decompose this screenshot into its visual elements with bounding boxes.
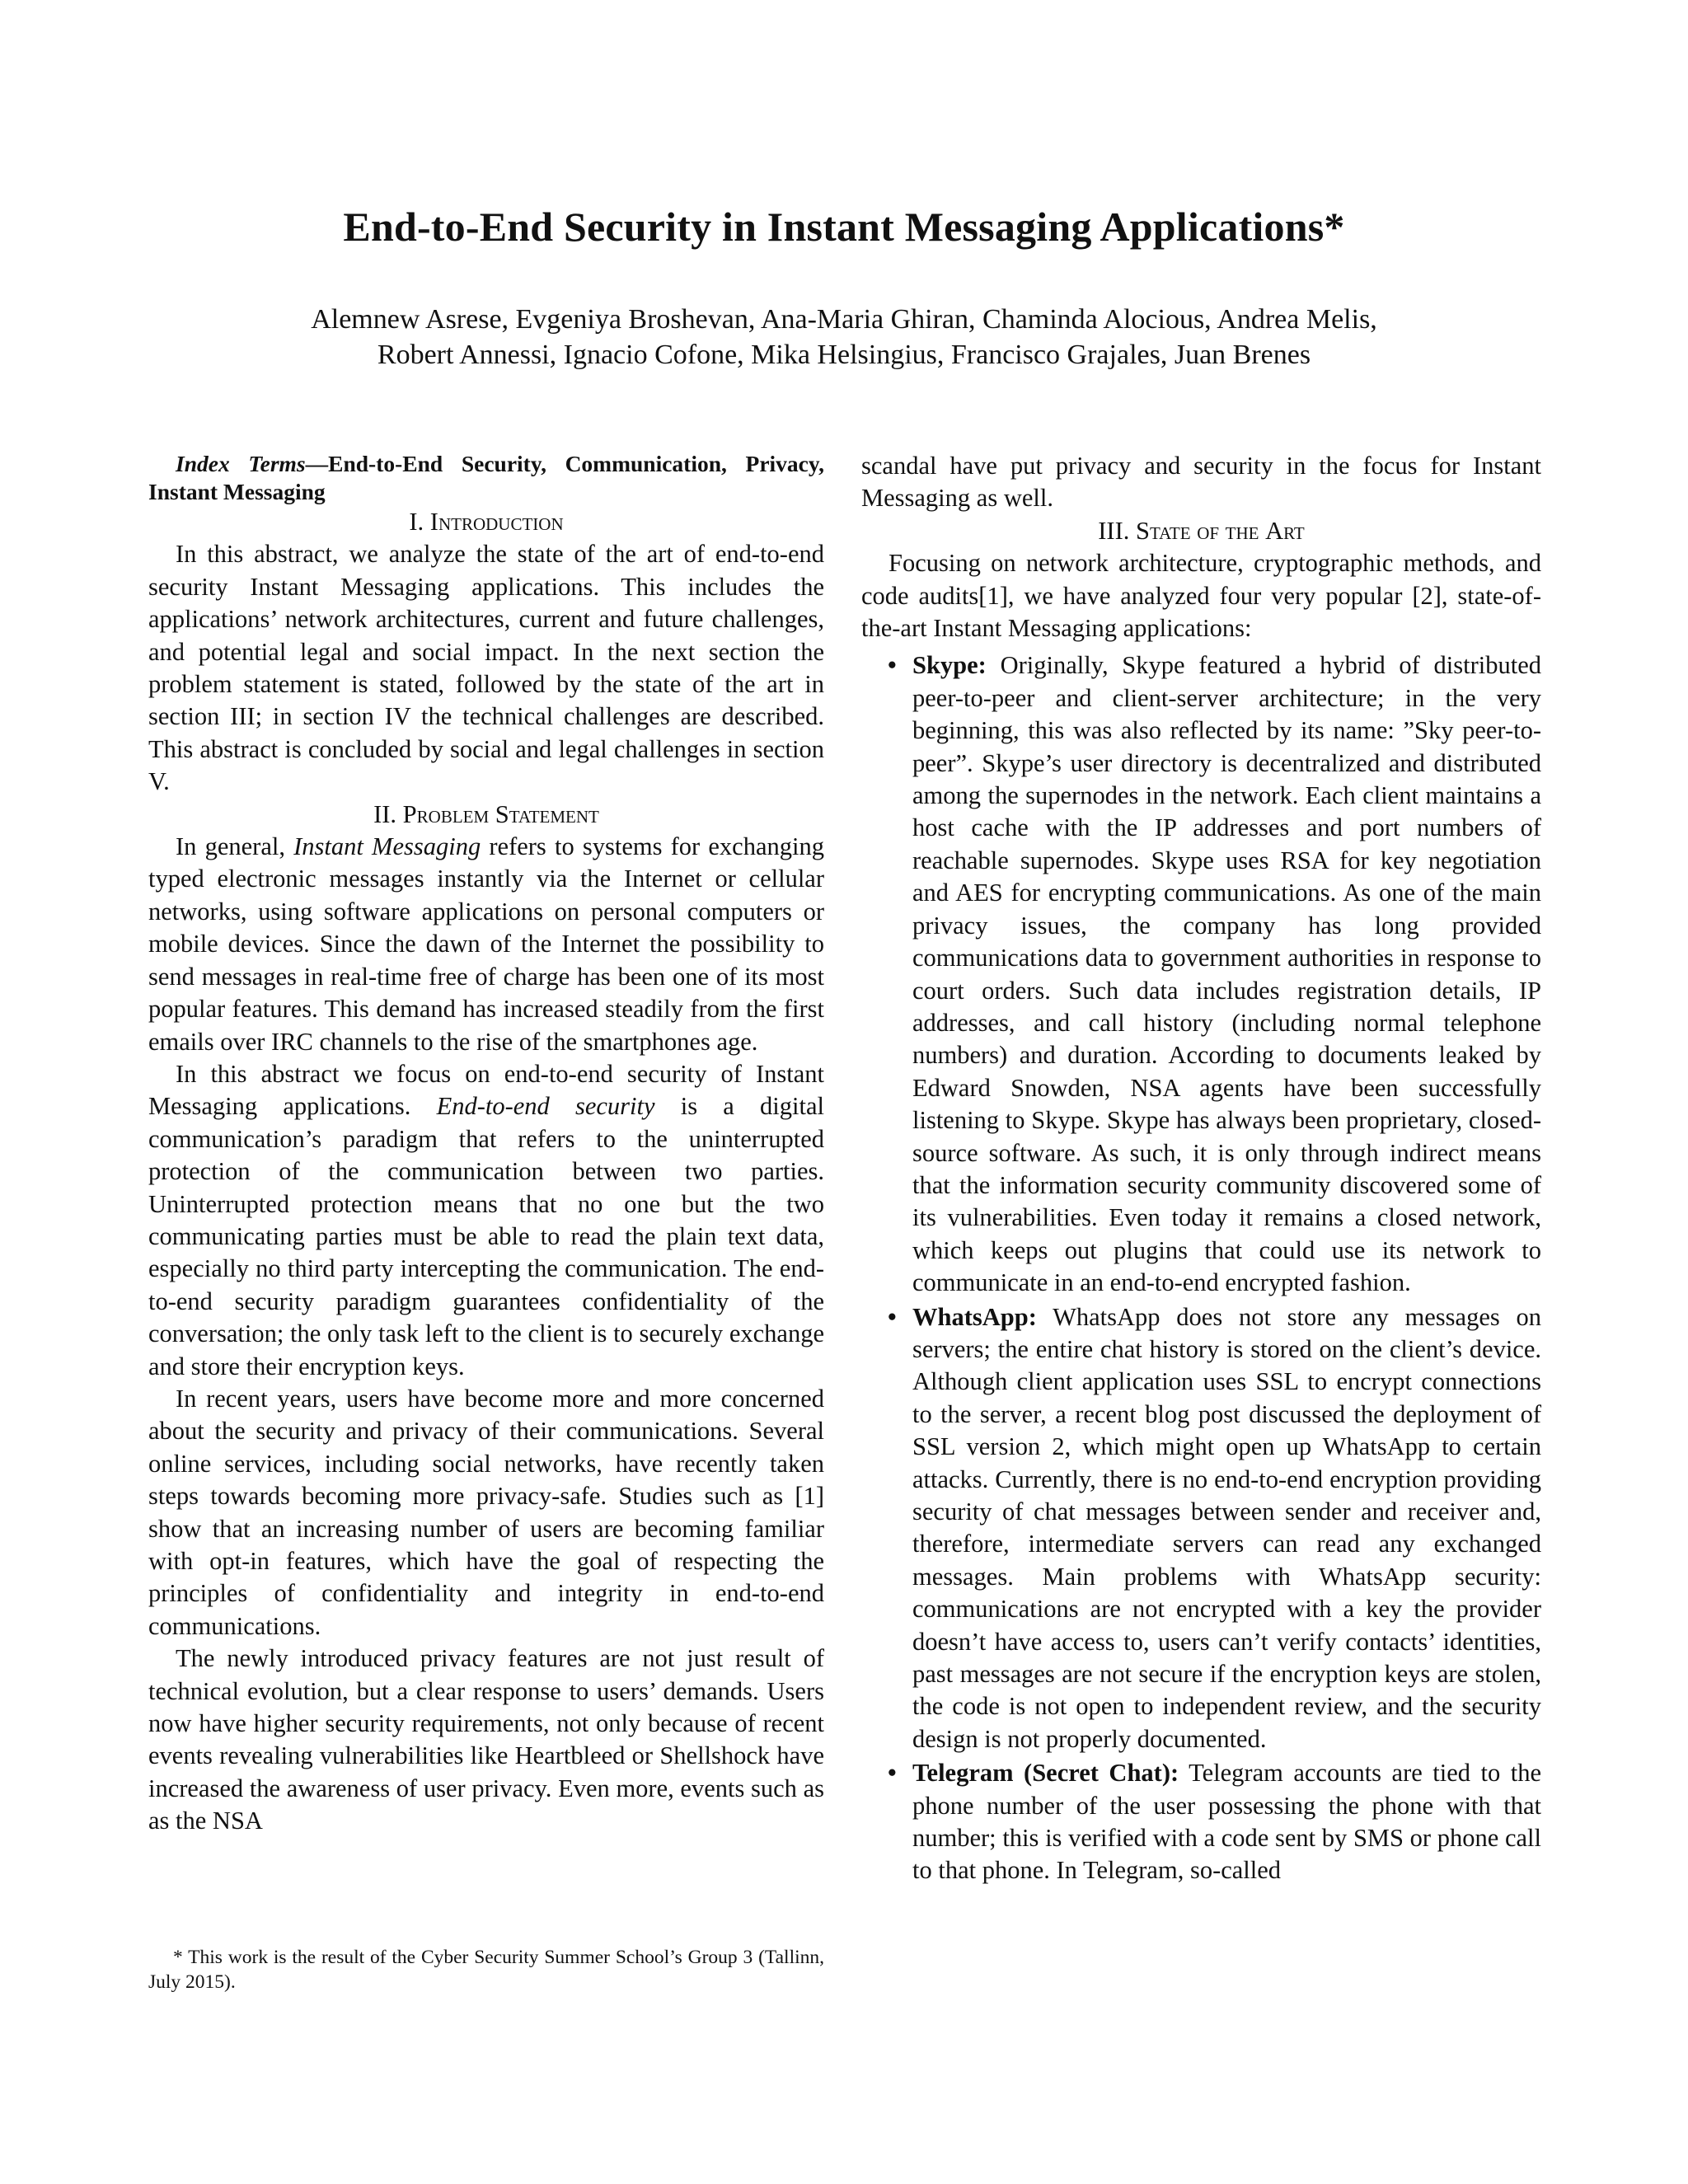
author-line-2: Robert Annessi, Ignacio Cofone, Mika Helsingius, Francisco Grajales, Juan Brenes [377, 340, 1311, 370]
list-item-skype [861, 649, 1541, 1299]
author-list [0, 302, 1688, 373]
intro-paragraph: In this abstract, we analyze the state of the art of end-to-end security Instant Messaging applications. This includes the applications’ network architectures, current and future challenges, and potential legal and social impact. In the next section the problem statement is stated, followed by the state of the art in section III; in section IV the technical challenges are described. This abstract is concluded by social and legal challenges in section V. [148, 540, 824, 796]
app-text-skype: Originally, Skype featured a hybrid of distributed peer-to-peer and client-server architecture; in the very beginning, this was also reflected by its name: ”Sky peer-to-peer”. Skype’s user directory is decentralized and distributed among the supernodes in the network. Each client maintains a host cache with the IP addresses and port numbers of reachable supernodes. Skype uses RSA for key negotiation and AES for encrypting communications. As one of the main privacy issues, the company has long provided communications data to government authorities in response to court orders. Such data includes registration details, IP addresses, and call history (including normal telephone numbers) and duration. According to documents leaked by Edward Snowden, NSA agents have been successfully listening to Skype. Skype has always been proprietary, closed-source software. As such, it is only through indirect means that the information security community discovered some of its vulnerabilities. Even today it remains a closed network, which keeps out plugins that could use its network to communicate in an end-to-end encrypted fashion. [912, 651, 1542, 1297]
bullet-icon: • [888, 1759, 897, 1788]
problem-paragraph-3: In recent years, users have become more and more concerned about the security and privacy of their communications. Several online services, including social networks, have recently taken steps towards becoming more privacy-safe. Studies such as [1] show that an increasing number of users are becoming familiar with opt-in features, which have the goal of respecting the principles of confidentiality and integrity in end-to-end communications. [148, 1384, 824, 1640]
app-name-whatsapp: WhatsApp: [912, 1302, 1037, 1331]
right-column [861, 450, 1541, 1889]
section-heading-state-of-the-art: III. State of the Art [1098, 516, 1305, 545]
app-text-whatsapp: WhatsApp does not store any messages on servers; the entire chat history is stored on the client’s device. Although client application uses SSL to encrypt connections to the server, a recent blog post discussed the deployment of SSL version 2, which might open up WhatsApp to certain attacks. Currently, there is no end-to-end encryption providing security of chat messages between sender and receiver and, therefore, intermediate servers can read any exchanged messages. Main problems with WhatsApp security: communications are not encrypted with a key the provider doesn’t have access to, users can’t verify contacts’ identities, past messages are not secure if the encryption keys are stolen, the code is not open to independent review, and the security design is not properly documented. [912, 1302, 1542, 1753]
bullet-icon: • [888, 651, 897, 680]
section-heading-problem-statement: II. Problem Statement [373, 799, 599, 828]
index-terms-dash: — [305, 451, 329, 476]
problem-paragraph-4-continued: scandal have put privacy and security in the focus for Instant Messaging as well. [861, 452, 1541, 513]
index-terms-label: Index Terms [176, 451, 306, 476]
bullet-icon: • [888, 1302, 897, 1331]
list-item-telegram [861, 1757, 1541, 1887]
app-name-telegram: Telegram (Secret Chat): [912, 1759, 1179, 1788]
app-list [861, 649, 1541, 1886]
problem-paragraph-2: In this abstract we focus on end-to-end security of Instant Messaging applications. End-to-end security is a digital communication’s paradigm that refers to the uninterrupted protection of the communication between two parties. Uninterrupted protection means that no one but the two communicating parties must be able to read the plain text data, especially no third party intercepting the communication. The end-to-end security paradigm guarantees confidentiality of the conversation; the only task left to the client is to securely exchange and store their encryption keys. [148, 1059, 824, 1380]
app-text-telegram: Telegram accounts are tied to the phone number of the user possessing the phone with that number; this is verified with a code sent by SMS or phone call to that phone. In Telegram, so-called [912, 1759, 1542, 1885]
left-column [148, 450, 824, 1838]
state-paragraph-1: Focusing on network architecture, cryptographic methods, and code audits[1], we have analyzed four very popular [2], state-of-the-art Instant Messaging applications: [861, 549, 1541, 643]
index-terms-list: End-to-End Security, Communication, Privacy, Instant Messaging [148, 451, 824, 504]
app-name-skype: Skype: [912, 651, 987, 680]
list-item-whatsapp [861, 1301, 1541, 1756]
footnote: * This work is the result of the Cyber Security Summer School’s Group 3 (Tallinn, July 2015). [148, 1947, 824, 1993]
problem-paragraph-1: In general, Instant Messaging refers to systems for exchanging typed electronic messages instantly via the Internet or cellular networks, using software applications on personal computers or mobile devices. Since the dawn of the Internet the possibility to send messages in real-time free of charge has been one of its most popular features. This demand has increased steadily from the first emails over IRC channels to the rise of the smartphones age. [148, 832, 824, 1056]
index-terms [148, 450, 824, 506]
problem-paragraph-4: The newly introduced privacy features are not just result of technical evolution, but a clear response to users’ demands. Users now have higher security requirements, not only because of recent events revealing vulnerabilities like Heartbleed or Shellshock have increased the awareness of user privacy. Even more, events such as as the NSA [148, 1644, 824, 1835]
paper-title: End-to-End Security in Instant Messaging Applications* [343, 204, 1345, 250]
author-line-1: Alemnew Asrese, Evgeniya Broshevan, Ana-Maria Ghiran, Chaminda Alocious, Andrea Melis, [311, 304, 1377, 335]
section-heading-introduction: I. Introduction [409, 508, 564, 536]
